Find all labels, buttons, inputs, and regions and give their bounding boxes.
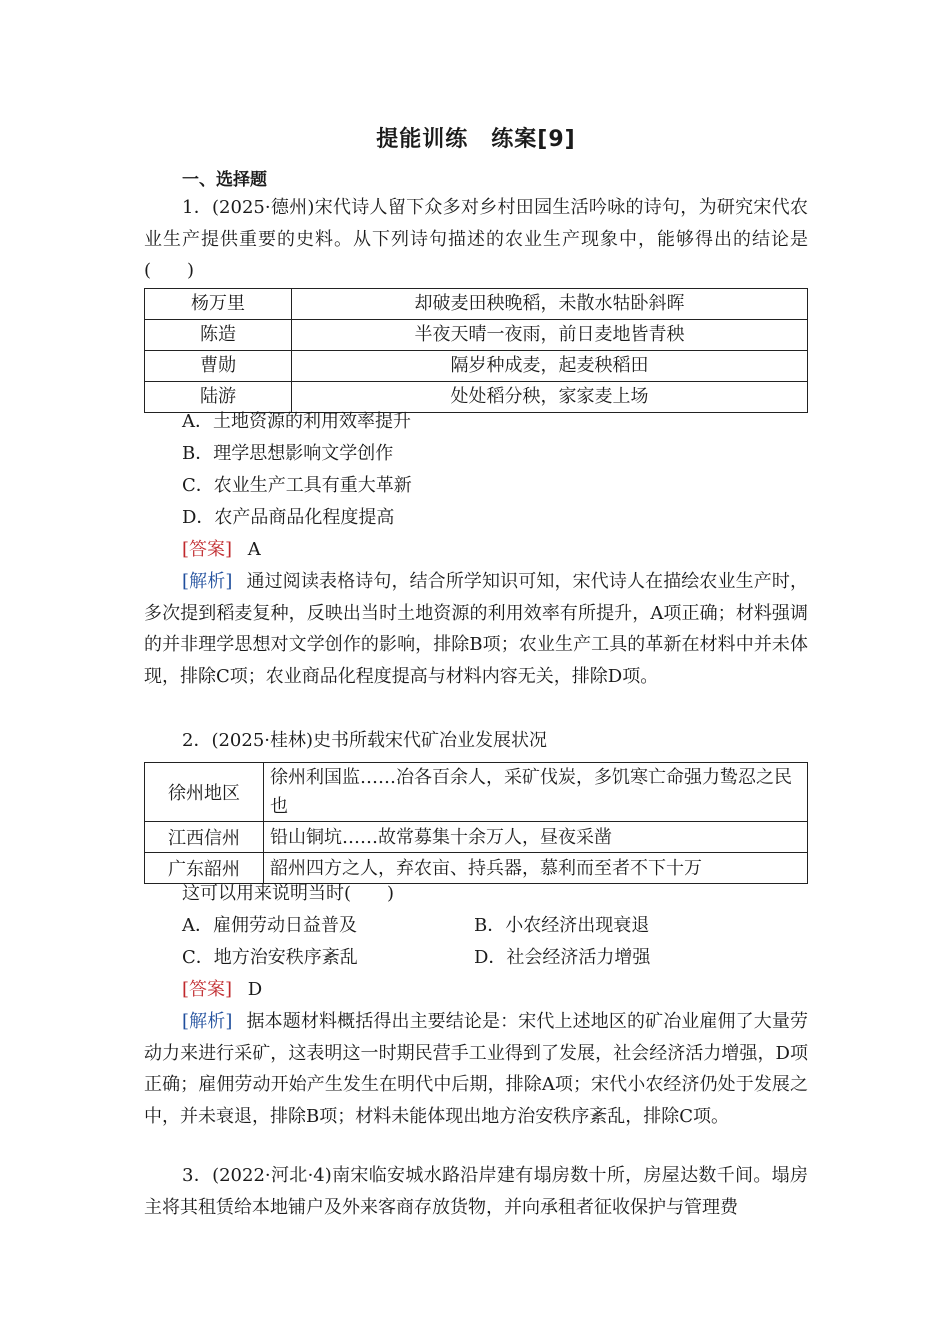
q1-option-d[interactable]: D．农产品商品化程度提高	[182, 507, 395, 528]
text-cell: 徐州利国监……冶各百余人，采矿伐炭，多饥寒亡命强力鸷忍之民也	[264, 763, 808, 822]
page-title: 提能训练 练案[9]	[376, 127, 576, 152]
q1-analysis	[144, 566, 808, 692]
table-row	[145, 320, 808, 351]
analysis-tag: [解析]	[182, 571, 233, 592]
text-cell: 铅山铜坑……故常募集十余万人，昼夜采凿	[264, 822, 808, 853]
q1-option-c[interactable]: C．农业生产工具有重大革新	[182, 475, 412, 496]
poem-cell: 却破麦田秧晚稻，未散水牯卧斜晖	[292, 289, 808, 320]
q2-analysis	[144, 1006, 808, 1132]
answer-value: D	[247, 979, 263, 1000]
table-row	[145, 351, 808, 382]
q2-option-c[interactable]: C．地方治安秩序紊乱	[182, 947, 358, 968]
poem-cell: 处处稻分秧，家家麦上场	[292, 382, 808, 413]
place-cell: 广东韶州	[145, 853, 264, 884]
table-row	[145, 822, 808, 853]
q2-prompt: 这可以用来说明当时( )	[182, 883, 395, 904]
q1-table	[144, 288, 808, 413]
poet-cell: 陆游	[145, 382, 292, 413]
table-row	[145, 289, 808, 320]
poem-cell: 隔岁种成麦，起麦秧稻田	[292, 351, 808, 382]
poet-cell: 曹勋	[145, 351, 292, 382]
answer-tag: [答案]	[182, 539, 233, 560]
q2-stem: 2．(2025·桂林)史书所载宋代矿冶业发展状况	[182, 730, 548, 751]
poem-cell: 半夜天晴一夜雨，前日麦地皆青秧	[292, 320, 808, 351]
answer-value: A	[247, 539, 261, 560]
q1-option-a[interactable]: A．土地资源的利用效率提升	[182, 411, 411, 432]
table-row	[145, 763, 808, 822]
text-cell: 韶州四方之人，弃农亩、持兵器，慕利而至者不下十万	[264, 853, 808, 884]
poet-cell: 陈造	[145, 320, 292, 351]
q2-answer	[182, 974, 262, 1006]
q2-option-b[interactable]: B．小农经济出现衰退	[474, 915, 650, 936]
section-heading: 一、选择题	[182, 170, 267, 190]
analysis-text: 据本题材料概括得出主要结论是：宋代上述地区的矿冶业雇佣了大量劳动力来进行采矿，这表明这一时期民营手工业得到了发展，社会经济活力增强，D项正确；雇佣劳动开始产生发生在明代中后期，排除A项；宋代小农经济仍处于发展之中，并未衰退，排除B项；材料未能体现出地方治安秩序紊乱，排除C项。	[144, 1011, 809, 1127]
poet-cell: 杨万里	[145, 289, 292, 320]
answer-tag: [答案]	[182, 979, 233, 1000]
place-cell: 江西信州	[145, 822, 264, 853]
q1-option-b[interactable]: B．理学思想影响文学创作	[182, 443, 394, 464]
analysis-text: 通过阅读表格诗句，结合所学知识可知，宋代诗人在描绘农业生产时，多次提到稻麦复种，反映出当时土地资源的利用效率有所提升，A项正确；材料强调的并非理学思想对文学创作的影响，排除B项；农业生产工具的革新在材料中并未体现，排除C项；农业商品化程度提高与材料内容无关，排除D项。	[144, 571, 809, 687]
q1-answer	[182, 534, 261, 566]
q2-option-a[interactable]: A．雇佣劳动日益普及	[182, 915, 357, 936]
q1-stem: 1．(2025·德州)宋代诗人留下众多对乡村田园生活吟咏的诗句，为研究宋代农业生产提供重要的史料。从下列诗句描述的农业生产现象中，能够得出的结论是( )	[144, 197, 808, 281]
q3-stem: 3．(2022·河北·4)南宋临安城水路沿岸建有塌房数十所，房屋达数千间。塌房主将其租赁给本地铺户及外来客商存放货物，并向承租者征收保护与管理费	[144, 1165, 808, 1218]
q2-table	[144, 762, 808, 884]
place-cell: 徐州地区	[145, 763, 264, 822]
q2-option-d[interactable]: D．社会经济活力增强	[474, 947, 651, 968]
analysis-tag: [解析]	[182, 1011, 233, 1032]
